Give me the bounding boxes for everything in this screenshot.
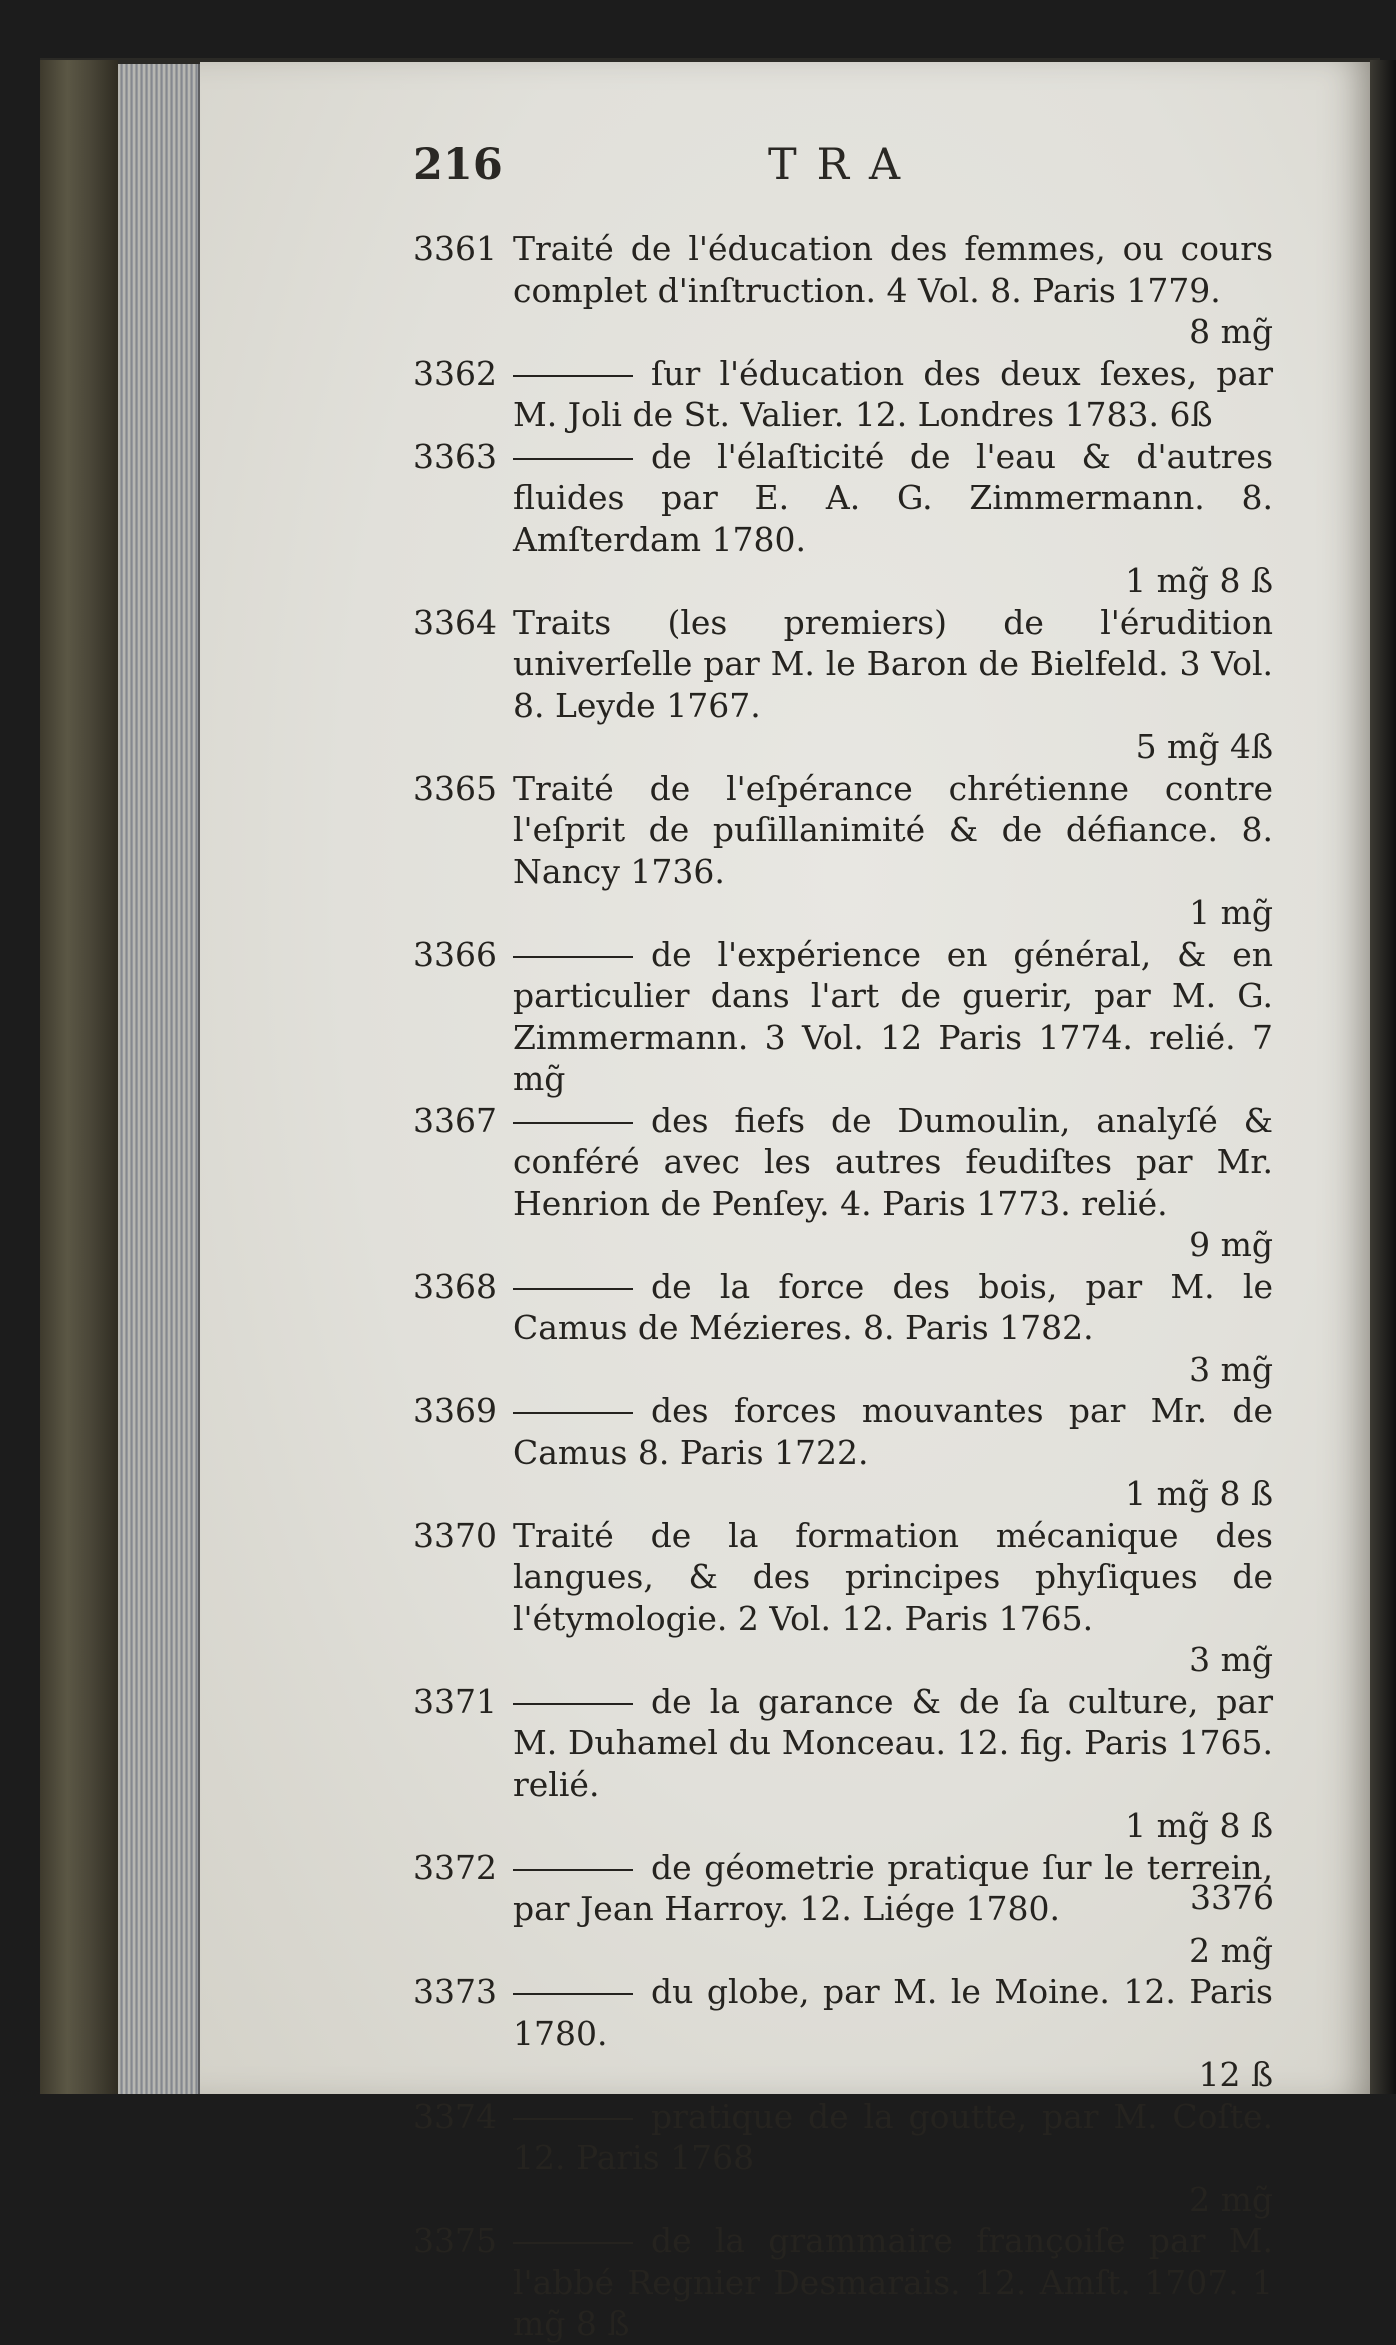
page-number: 216	[413, 140, 503, 190]
entry-text: de géometrie pratique ſur le terrein, par Jean Harroy. 12. Liége 1780.	[513, 1847, 1273, 1928]
entry-text: des fiefs de Dumoulin, analyſé & conféré avec les autres feudiſtes par Mr. Henrion de Penſey. 4. Paris 1773. relié.	[513, 1100, 1273, 1223]
catalog-entry	[413, 436, 1273, 602]
catalog-entry	[413, 2220, 1273, 2345]
entry-number: 3372	[413, 1847, 497, 1887]
entry-price: 2 mg̃	[1189, 1930, 1273, 1970]
page-header	[413, 140, 1313, 210]
book-spine	[40, 60, 118, 2094]
ditto-dash	[513, 1703, 633, 1705]
entry-price: 1 mg̃ 8 ß	[1125, 1474, 1273, 1513]
ditto-dash	[513, 458, 633, 460]
entry-text: de l'élaſticité de l'eau & d'autres fluides par E. A. G. Zimmermann. 8. Amſterdam 1780.	[513, 436, 1273, 559]
ditto-dash	[513, 1122, 633, 1124]
entry-number: 3375	[413, 2221, 497, 2260]
entry-number: 3370	[413, 1515, 497, 1555]
entry-number: 3363	[413, 436, 497, 476]
entry-number: 3367	[413, 1100, 497, 1140]
entry-text: pratique de la goutte, par M. Coſte. 12. Paris 1768	[513, 2096, 1273, 2177]
entry-text: de la garance & de ſa culture, par M. Duhamel du Monceau. 12. fig. Paris 1765. relié.	[513, 1681, 1273, 1804]
catalog-entry	[413, 1971, 1273, 2096]
entry-price: 2 mg̃	[1189, 2179, 1273, 2219]
entry-text: ſur l'éducation des deux ſexes, par M. Joli de St. Valier. 12. Londres 1783. 6ß	[513, 353, 1273, 434]
running-head: TRA	[768, 140, 921, 190]
catalog-entry	[413, 934, 1273, 1100]
catalog-entry	[413, 602, 1273, 768]
entry-price: 1 mg̃	[1189, 893, 1273, 932]
entry-text: de l'expérience en général, & en particulier dans l'art de guerir, par M. G. Zimmermann. 3 Vol. 12 Paris 1774. relié. 7 mg̃	[513, 934, 1273, 1098]
entry-number: 3373	[413, 1972, 497, 2011]
ditto-dash	[513, 375, 633, 377]
entry-text: du globe, par M. le Moine. 12. Paris 1780.	[513, 1972, 1273, 2053]
ditto-dash	[513, 956, 633, 958]
entry-price: 12 ß	[1198, 2055, 1273, 2094]
entry-text: Traité de l'éducation des femmes, ou cours complet d'inſtruction. 4 Vol. 8. Paris 1779.	[513, 229, 1273, 310]
entry-price: 3 mg̃	[1189, 1640, 1273, 1679]
entry-text: Traité de la formation mécanique des langues, & des principes phyſiques de l'étymologie. 2 Vol. 12. Paris 1765.	[513, 1515, 1273, 1638]
ditto-dash	[513, 1869, 633, 1871]
catalog-entries	[413, 228, 1273, 2345]
entry-price: 9 mg̃	[1189, 1225, 1273, 1264]
catalog-entry	[413, 768, 1273, 934]
entry-number: 3369	[413, 1391, 497, 1430]
entry-number: 3368	[413, 1266, 497, 1306]
catalog-entry	[413, 1390, 1273, 1515]
entry-price: 1 mg̃ 8 ß	[1125, 561, 1273, 600]
entry-price: 3 mg̃	[1189, 1349, 1273, 1389]
catalog-entry	[413, 1681, 1273, 1847]
catalog-entry	[413, 1266, 1273, 1391]
entry-number: 3362	[413, 353, 497, 393]
catalog-entry	[413, 353, 1273, 436]
entry-number: 3374	[413, 2096, 497, 2136]
ditto-dash	[513, 1288, 633, 1290]
catalog-entry	[413, 228, 1273, 353]
entry-number: 3366	[413, 934, 497, 974]
ditto-dash	[513, 1993, 633, 1995]
entry-price: 8 mg̃	[1189, 312, 1273, 351]
page-gutter-shadow	[1370, 60, 1396, 2094]
entry-text: de la grammaire françoiſe par M. l'abbé Regnier Desmarais. 12. Amſt. 1707. 1 mg̃ 8 ß	[513, 2221, 1273, 2343]
catalog-entry	[413, 1847, 1273, 1972]
entry-price: 1 mg̃ 8 ß	[1125, 1806, 1273, 1845]
entry-text: Traits (les premiers) de l'érudition univerſelle par M. le Baron de Bielfeld. 3 Vol. 8. Leyde 1767.	[513, 602, 1273, 725]
catalog-entry	[413, 1100, 1273, 1266]
page-edges	[118, 64, 200, 2094]
entry-number: 3364	[413, 602, 497, 642]
catalog-entry	[413, 1515, 1273, 1681]
ditto-dash	[513, 2118, 633, 2120]
ditto-dash	[513, 1412, 633, 1414]
entry-text: des forces mouvantes par Mr. de Camus 8. Paris 1722.	[513, 1391, 1273, 1472]
entry-number: 3365	[413, 768, 497, 808]
catalog-entry	[413, 2096, 1273, 2221]
entry-price: 5 mg̃ 4ß	[1135, 727, 1273, 766]
entry-text: de la force des bois, par M. le Camus de Mézieres. 8. Paris 1782.	[513, 1266, 1273, 1347]
ditto-dash	[513, 2242, 633, 2244]
entry-number: 3361	[413, 229, 497, 268]
entry-number: 3371	[413, 1681, 497, 1721]
catchword: 3376	[1190, 1878, 1274, 1917]
entry-text: Traité de l'eſpérance chrétienne contre l'eſprit de puſillanimité & de défiance. 8. Nancy 1736.	[513, 768, 1273, 891]
